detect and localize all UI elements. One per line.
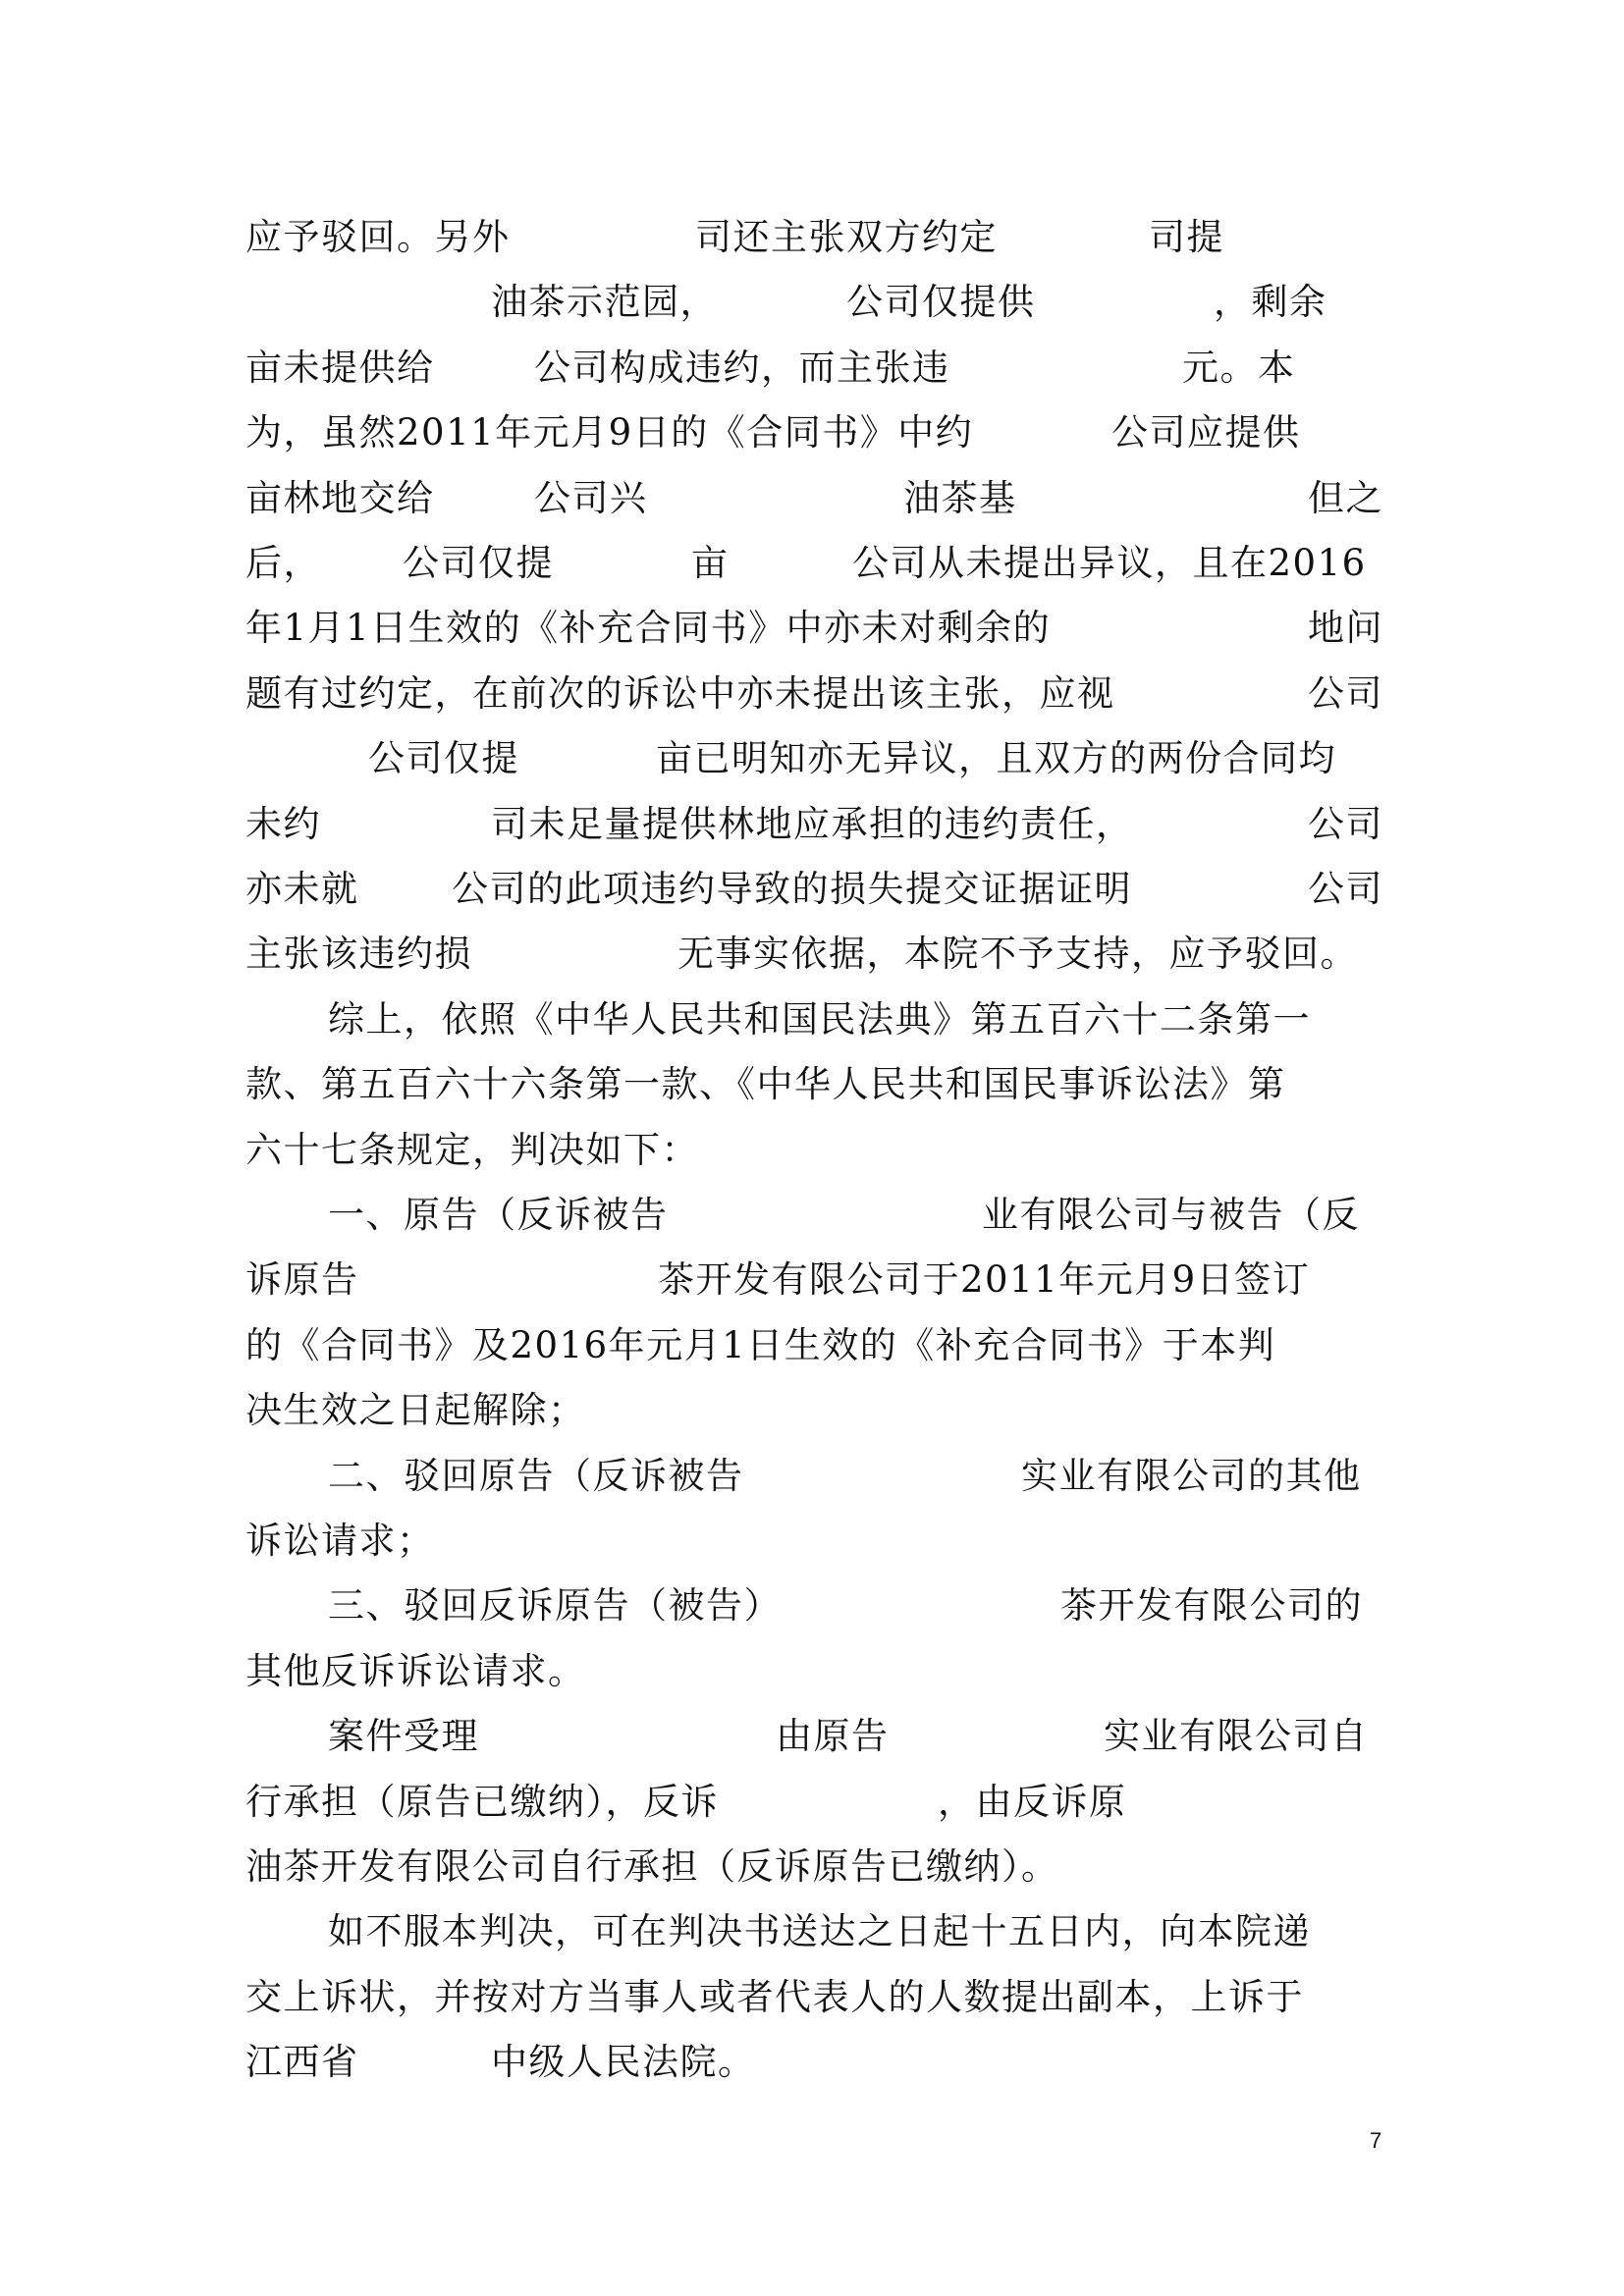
text-segment: 题有过约定，在前次的诉讼中亦未提出该主张，应视 bbox=[245, 671, 1115, 715]
text-segment: 决生效之日起解除； bbox=[245, 1389, 586, 1432]
text-line bbox=[0, 208, 1624, 267]
text-segment: 的《合同书》及2016年元月1日生效的《补充合同书》于本判 bbox=[245, 1323, 1276, 1366]
text-line bbox=[0, 1121, 1624, 1180]
text-segment: 主张该违约损 bbox=[245, 933, 472, 976]
text-line bbox=[0, 1512, 1624, 1571]
text-line bbox=[0, 860, 1624, 919]
text-segment: 亩已明知亦无异议，且双方的两份合同均 bbox=[656, 737, 1336, 780]
text-segment: 后， bbox=[245, 542, 321, 584]
text-line bbox=[0, 665, 1624, 723]
text-segment: 年1月1日生效的《补充合同书》中亦未对剩余的 bbox=[245, 607, 1052, 650]
text-segment: 交上诉状，并按对方当事人或者代表人的人数提出副本，上诉于 bbox=[245, 1975, 1304, 2018]
text-segment: 诉讼请求； bbox=[245, 1520, 435, 1562]
text-line bbox=[0, 1838, 1624, 1896]
text-segment: 但之 bbox=[1308, 476, 1383, 519]
text-line bbox=[0, 729, 1624, 788]
text-line bbox=[0, 1316, 1624, 1375]
text-line bbox=[0, 2033, 1624, 2092]
text-segment: 未约 bbox=[245, 802, 321, 845]
text-line bbox=[0, 1186, 1624, 1245]
text-segment: 司未足量提供林地应承担的违约责任， bbox=[491, 802, 1134, 845]
text-segment: 茶开发有限公司于2011年元月9日签订 bbox=[658, 1258, 1311, 1302]
text-line bbox=[0, 1773, 1624, 1832]
text-segment: ，剩余 bbox=[1214, 281, 1327, 324]
text-segment: 款、第五百六十六条第一款、《中华人民共和国民事诉讼法》第 bbox=[245, 1063, 1286, 1106]
text-segment: 案件受理 bbox=[328, 1715, 479, 1758]
text-segment: 实业有限公司的其他 bbox=[1021, 1454, 1362, 1497]
text-segment: 公司仅提供 bbox=[846, 281, 1036, 324]
text-segment: 公司的此项违约导致的损失提交证据证明 bbox=[452, 868, 1132, 910]
text-segment: 亦未就 bbox=[245, 868, 359, 910]
text-segment: 公司仅提 bbox=[403, 542, 554, 584]
text-segment: 行承担（原告已缴纳），反诉 bbox=[245, 1780, 719, 1823]
text-segment: 亩 bbox=[691, 542, 730, 584]
text-segment: ，由反诉原 bbox=[938, 1780, 1127, 1823]
text-line bbox=[0, 1707, 1624, 1766]
text-line bbox=[0, 599, 1624, 658]
text-segment: 公司 bbox=[1308, 671, 1383, 715]
text-segment: 公司仅提 bbox=[368, 737, 519, 780]
text-segment: 二、驳回原告（反诉被告 bbox=[328, 1454, 744, 1497]
text-segment: 中级人民法院。 bbox=[491, 2041, 756, 2084]
text-segment: 司提 bbox=[1149, 216, 1224, 258]
text-segment: 六十七条规定，判决如下： bbox=[245, 1128, 699, 1171]
text-line bbox=[0, 403, 1624, 462]
text-segment: 亩未提供给 bbox=[245, 346, 435, 389]
text-segment: 其他反诉诉讼请求。 bbox=[245, 1649, 586, 1692]
text-line bbox=[0, 1576, 1624, 1635]
text-segment: 公司 bbox=[1308, 868, 1383, 910]
text-line bbox=[0, 1642, 1624, 1701]
text-segment: 三、驳回反诉原告（被告） bbox=[328, 1584, 782, 1628]
text-segment: 综上，依照《中华人民共和国民法典》第五百六十二条第一 bbox=[328, 997, 1311, 1041]
text-segment: 由原告 bbox=[776, 1715, 890, 1758]
text-line bbox=[0, 795, 1624, 854]
text-line bbox=[0, 925, 1624, 984]
text-line bbox=[0, 1968, 1624, 2027]
text-segment: 业有限公司与被告（反 bbox=[982, 1194, 1360, 1236]
text-segment: 诉原告 bbox=[245, 1258, 359, 1302]
text-segment: 地问 bbox=[1308, 607, 1383, 650]
text-segment: 公司 bbox=[1308, 802, 1383, 845]
text-line bbox=[0, 1251, 1624, 1309]
text-segment: 无事实依据，本院不予支持，应予驳回。 bbox=[677, 933, 1358, 976]
text-line bbox=[0, 990, 1624, 1049]
text-segment: 茶开发有限公司的 bbox=[1060, 1584, 1363, 1628]
text-line bbox=[0, 1447, 1624, 1506]
text-segment: 司还主张双方约定 bbox=[695, 216, 998, 258]
text-segment: 元。本 bbox=[1182, 346, 1296, 389]
text-line bbox=[0, 534, 1624, 593]
text-line bbox=[0, 1055, 1624, 1114]
text-segment: 亩林地交给 bbox=[245, 476, 435, 519]
text-line bbox=[0, 273, 1624, 332]
text-segment: 一、原告（反诉被告 bbox=[328, 1194, 669, 1236]
text-segment: 公司构成违约，而主张违 bbox=[534, 346, 950, 389]
text-segment: 如不服本判决，可在判决书送达之日起十五日内，向本院递 bbox=[328, 1910, 1311, 1953]
text-line bbox=[0, 1381, 1624, 1440]
text-segment: 油茶示范园， bbox=[491, 281, 718, 324]
page-number: 7 bbox=[1370, 2128, 1382, 2153]
text-segment: 油茶基 bbox=[903, 476, 1017, 519]
text-segment: 公司从未提出异议，且在2016 bbox=[852, 542, 1367, 584]
text-segment: 实业有限公司自 bbox=[1104, 1715, 1369, 1758]
text-segment: 公司兴 bbox=[534, 476, 648, 519]
text-segment: 江西省 bbox=[245, 2041, 359, 2084]
text-line bbox=[0, 469, 1624, 528]
text-segment: 公司应提供 bbox=[1111, 411, 1301, 454]
text-segment: 为，虽然2011年元月9日的《合同书》中约 bbox=[245, 411, 974, 454]
text-segment: 油茶开发有限公司自行承担（反诉原告已缴纳）。 bbox=[245, 1845, 1059, 1888]
text-line bbox=[0, 339, 1624, 398]
text-line bbox=[0, 1902, 1624, 1961]
text-segment: 应予驳回。另外 bbox=[245, 216, 511, 258]
